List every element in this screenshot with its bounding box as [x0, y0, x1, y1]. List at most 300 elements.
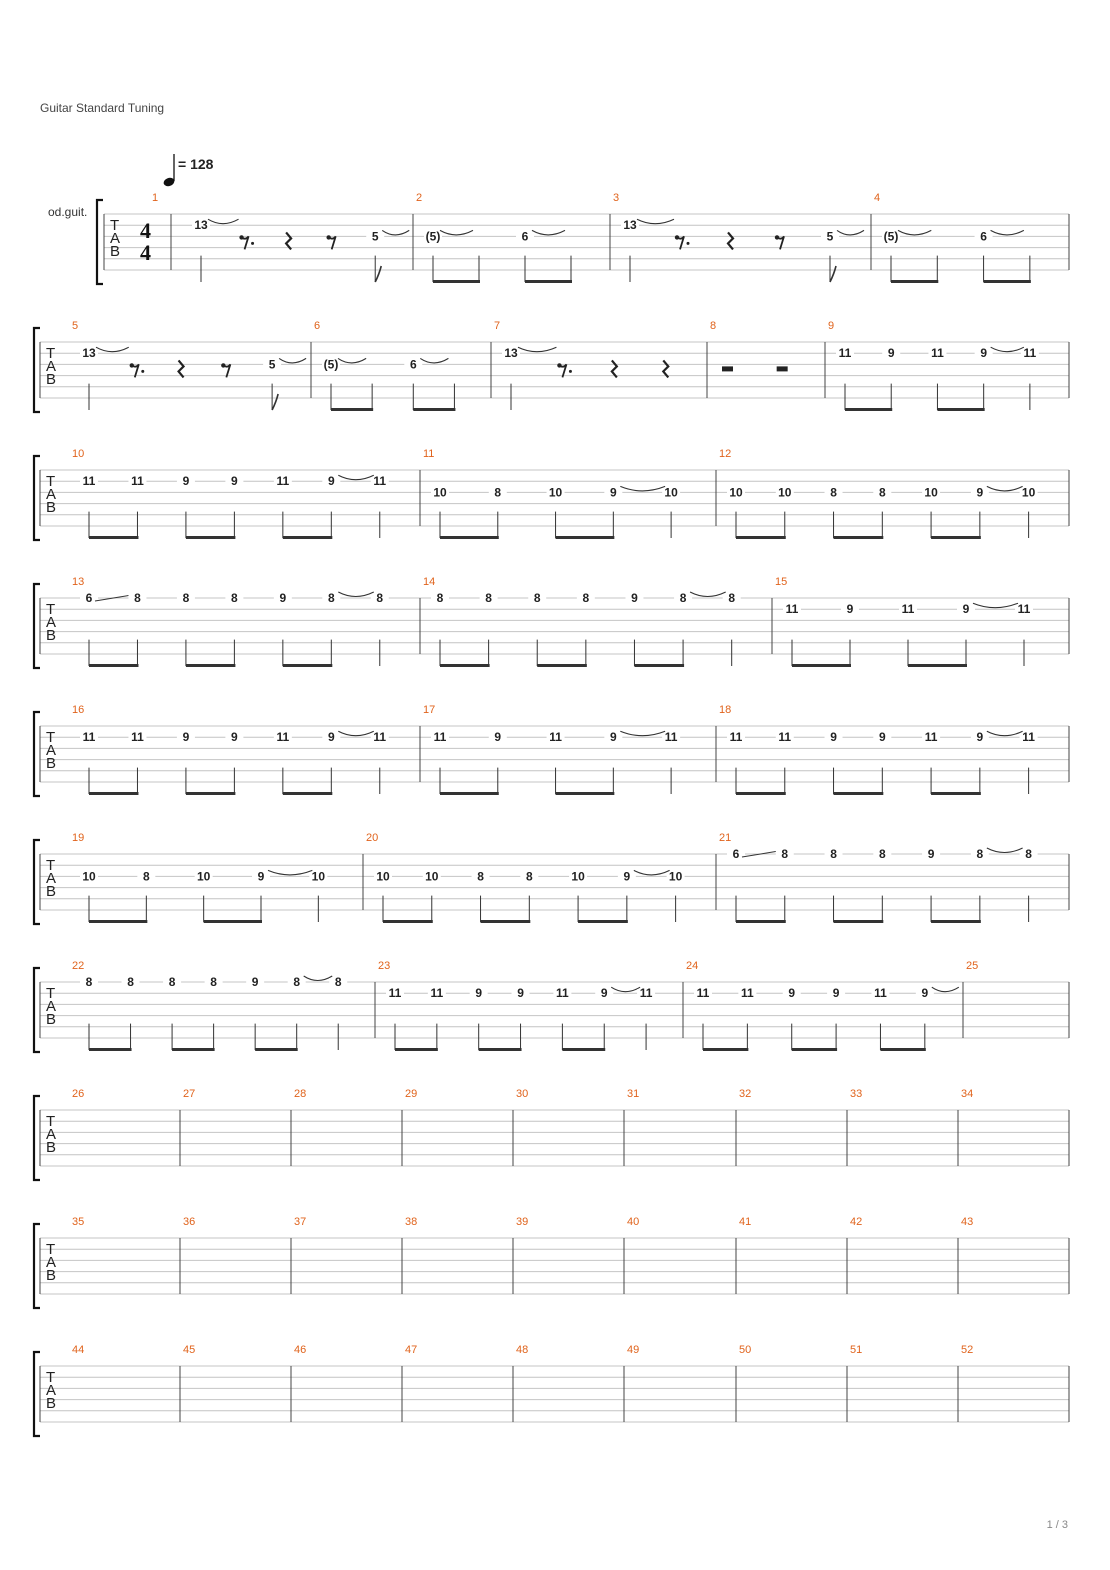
fret-number: 8 — [679, 591, 687, 605]
note-beam — [537, 664, 587, 667]
fret-number: 9 — [257, 869, 265, 884]
measure-number: 38 — [405, 1216, 418, 1228]
system-bracket — [34, 328, 40, 412]
tab-system — [34, 1344, 1069, 1436]
fret-number: 10 — [571, 869, 585, 884]
measure-number: 20 — [366, 832, 379, 844]
measure-number: 45 — [183, 1344, 196, 1356]
tie-arc — [637, 219, 674, 224]
note-beam — [172, 1048, 215, 1051]
fret-number: 11 — [82, 730, 96, 745]
measure-number: 4 — [874, 192, 881, 204]
tab-clef-letter: T — [46, 1369, 56, 1386]
note-beam — [562, 1048, 605, 1051]
tab-system — [97, 192, 1069, 284]
fret-number: 11 — [778, 730, 792, 745]
fret-number: 8 — [878, 847, 886, 861]
tab-clef-letter: T — [46, 1113, 56, 1130]
fret-number: 8 — [485, 591, 492, 605]
system-bracket — [34, 1096, 40, 1180]
note-beam — [89, 1048, 132, 1051]
tab-system — [34, 320, 1069, 412]
fret-number: (5) — [883, 229, 899, 244]
note-beam — [89, 536, 138, 539]
fret-number: 8 — [878, 485, 886, 500]
fret-number: 10 — [668, 869, 683, 884]
fret-number: 11 — [741, 986, 754, 1001]
measure-number: 9 — [828, 320, 835, 332]
fret-number: 9 — [494, 730, 502, 745]
quarter-rest — [728, 232, 733, 249]
fret-number: 8 — [376, 591, 384, 605]
rest-augmentation-dot — [251, 242, 254, 245]
fret-number: 11 — [696, 986, 710, 1001]
fret-number: 9 — [976, 485, 984, 500]
measure-number: 7 — [494, 320, 501, 332]
tie-arc — [973, 603, 1018, 608]
tab-clef-letter: B — [46, 1011, 57, 1028]
fret-number: 9 — [231, 730, 238, 745]
measure-number: 16 — [72, 704, 85, 716]
fret-number: 10 — [778, 485, 792, 500]
tab-clef-letter: B — [110, 243, 121, 260]
fret-number: 8 — [182, 591, 190, 605]
note-flag — [375, 266, 381, 282]
fret-number: 8 — [582, 591, 590, 605]
fret-number: 9 — [609, 730, 617, 745]
measure-number: 18 — [719, 704, 732, 716]
tie-arc — [987, 848, 1023, 853]
note-beam — [736, 792, 786, 795]
fret-number: 11 — [729, 730, 743, 745]
tie-arc — [440, 230, 473, 235]
tab-clef-letter: B — [46, 755, 57, 772]
fret-number: 8 — [210, 975, 217, 989]
tie-arc — [532, 230, 565, 235]
fret-number: 8 — [976, 847, 984, 861]
note-beam — [736, 536, 786, 539]
fret-number: 8 — [1025, 847, 1032, 861]
fret-number: 9 — [962, 602, 970, 617]
fret-number: 8 — [494, 485, 502, 500]
fret-number: 9 — [609, 485, 617, 500]
measure-number: 36 — [183, 1216, 196, 1228]
note-beam — [931, 536, 981, 539]
eighth-rest-dot — [557, 363, 561, 367]
fret-number: 10 — [1021, 485, 1036, 500]
fret-number: 11 — [82, 474, 96, 489]
measure-number: 41 — [739, 1216, 752, 1228]
fret-number: 8 — [293, 975, 301, 989]
measure-number: 15 — [775, 576, 788, 588]
tab-system — [34, 1088, 1069, 1180]
tab-clef-letter: A — [110, 230, 121, 247]
note-beam — [931, 920, 981, 923]
fret-number: 11 — [430, 986, 444, 1001]
tie-arc — [208, 219, 239, 224]
tie-arc — [690, 592, 726, 597]
fret-number: 9 — [887, 346, 895, 361]
measure-number: 21 — [719, 832, 732, 844]
fret-number: 11 — [433, 730, 447, 745]
measure-number: 19 — [72, 832, 85, 844]
fret-number: 10 — [729, 485, 743, 500]
note-beam — [834, 792, 884, 795]
fret-number: 9 — [980, 346, 988, 361]
fret-number: 13 — [623, 218, 637, 233]
measure-number: 46 — [294, 1344, 307, 1356]
measure-number: 13 — [72, 576, 85, 588]
measure-number: 37 — [294, 1216, 307, 1228]
note-beam — [556, 536, 615, 539]
rest-augmentation-dot — [569, 370, 572, 373]
fret-number: 9 — [251, 975, 259, 989]
note-beam — [283, 792, 332, 795]
note-beam — [931, 792, 981, 795]
measure-number: 35 — [72, 1216, 85, 1228]
fret-number: (5) — [323, 357, 339, 372]
rest-augmentation-dot — [687, 242, 690, 245]
system-bracket — [34, 1352, 40, 1436]
quarter-rest — [179, 360, 184, 377]
measure-number: 3 — [613, 192, 620, 204]
fret-number: 5 — [371, 229, 379, 244]
tab-clef-letter: T — [110, 217, 120, 234]
fret-number: 10 — [196, 869, 211, 884]
fret-number: 11 — [639, 986, 653, 1001]
note-beam — [834, 536, 884, 539]
tab-clef-letter: T — [46, 985, 56, 1002]
note-beam — [186, 536, 235, 539]
tie-arc — [634, 870, 670, 875]
measure-number: 34 — [961, 1088, 974, 1100]
note-beam — [984, 280, 1031, 283]
eighth-rest-dot — [675, 235, 679, 239]
fret-number: 8 — [436, 591, 444, 605]
fret-number: 11 — [931, 346, 944, 361]
system-bracket — [34, 840, 40, 924]
fret-number: 10 — [311, 869, 326, 884]
fret-number: 11 — [901, 602, 915, 617]
note-beam — [525, 280, 572, 283]
fret-number: 13 — [504, 346, 518, 361]
note-beam — [703, 1048, 748, 1051]
tab-clef-letter: T — [46, 857, 56, 874]
fret-number: 5 — [826, 229, 834, 244]
instrument-label: od.guit. — [48, 205, 88, 219]
fret-number: 9 — [832, 986, 840, 1001]
system-bracket — [34, 1224, 40, 1308]
fret-number: 9 — [182, 474, 190, 489]
fret-number: 8 — [127, 975, 134, 989]
eighth-rest-dot — [221, 363, 225, 367]
tab-clef-letter: A — [46, 1254, 57, 1271]
fret-number: 9 — [623, 869, 631, 884]
fret-number: 8 — [830, 847, 837, 861]
fret-number: 11 — [838, 346, 852, 361]
eighth-rest-dot — [326, 235, 330, 239]
tie-arc — [991, 230, 1024, 235]
fret-number: 8 — [525, 869, 533, 884]
system-bracket — [97, 200, 103, 284]
tie-arc — [338, 358, 366, 363]
fret-number: 9 — [182, 730, 190, 745]
note-beam — [255, 1048, 298, 1051]
tie-arc — [987, 731, 1023, 736]
tie-arc — [620, 486, 665, 491]
note-beam — [556, 792, 615, 795]
fret-number: 11 — [388, 986, 402, 1001]
tie-arc — [611, 987, 640, 992]
note-beam — [186, 792, 235, 795]
measure-number: 29 — [405, 1088, 418, 1100]
fret-number: 9 — [631, 591, 638, 605]
fret-number: 8 — [85, 975, 93, 989]
measure-number: 28 — [294, 1088, 307, 1100]
measure-number: 32 — [739, 1088, 752, 1100]
tab-system — [34, 448, 1069, 540]
note-beam — [186, 664, 235, 667]
tab-clef-letter: B — [46, 627, 57, 644]
measure-number: 2 — [416, 192, 423, 204]
fret-number: 8 — [231, 591, 238, 605]
fret-number: 10 — [425, 869, 439, 884]
tuning-label: Guitar Standard Tuning — [40, 101, 165, 115]
fret-number: 11 — [276, 730, 290, 745]
note-beam — [440, 792, 499, 795]
fret-number: 10 — [548, 485, 563, 500]
fret-number: 9 — [327, 474, 335, 489]
page-number: 1 / 3 — [1046, 1519, 1068, 1531]
tie-arc — [279, 358, 306, 363]
tie-arc — [620, 731, 665, 736]
tab-clef-letter: T — [46, 473, 56, 490]
fret-number: 10 — [664, 485, 678, 500]
quarter-rest — [663, 360, 668, 377]
note-beam — [845, 408, 892, 411]
note-beam — [880, 1048, 925, 1051]
measure-number: 11 — [423, 448, 435, 460]
fret-number: 11 — [131, 730, 144, 745]
tab-clef-letter: A — [46, 1126, 57, 1143]
tie-arc — [338, 731, 373, 736]
fret-number: 10 — [924, 485, 938, 500]
tie-arc — [338, 592, 373, 597]
tab-system — [34, 704, 1069, 796]
note-beam — [395, 1048, 438, 1051]
measure-number: 51 — [850, 1344, 863, 1356]
fret-number: 11 — [373, 730, 387, 745]
measure-number: 43 — [961, 1216, 974, 1228]
measure-number: 26 — [72, 1088, 85, 1100]
fret-number: 11 — [556, 986, 569, 1001]
quarter-rest — [612, 360, 617, 377]
measure-number: 10 — [72, 448, 85, 460]
time-signature-denominator: 4 — [140, 240, 151, 265]
fret-number: 13 — [194, 218, 208, 233]
tab-system — [34, 1216, 1069, 1308]
measure-number: 47 — [405, 1344, 418, 1356]
fret-number: 9 — [788, 986, 796, 1001]
tab-clef-letter: A — [46, 742, 57, 759]
tab-clef-letter: B — [46, 1139, 57, 1156]
eighth-rest-dot — [775, 235, 779, 239]
note-beam — [736, 920, 786, 923]
fret-number: 9 — [475, 986, 483, 1001]
fret-number: 11 — [1017, 602, 1031, 617]
note-beam — [481, 920, 531, 923]
note-beam — [413, 408, 455, 411]
fret-number: 6 — [732, 847, 740, 861]
note-beam — [383, 920, 433, 923]
fret-number: 6 — [85, 591, 93, 605]
quarter-rest — [286, 232, 291, 249]
measure-number: 27 — [183, 1088, 196, 1100]
tie-arc — [420, 358, 448, 363]
note-beam — [792, 1048, 837, 1051]
measure-number: 25 — [966, 960, 979, 972]
note-beam — [89, 664, 138, 667]
measure-number: 30 — [516, 1088, 529, 1100]
tab-system — [34, 832, 1069, 924]
fret-number: 9 — [279, 591, 287, 605]
fret-number: 11 — [664, 730, 678, 745]
note-beam — [937, 408, 984, 411]
note-beam — [89, 920, 147, 923]
fret-number: 9 — [927, 847, 935, 861]
note-beam — [331, 408, 373, 411]
fret-number: 10 — [82, 869, 96, 884]
fret-number: 6 — [409, 357, 417, 372]
note-flag — [830, 266, 836, 282]
measure-number: 31 — [627, 1088, 640, 1100]
tie-arc — [382, 230, 409, 235]
fret-number: 8 — [728, 591, 736, 605]
fret-number: (5) — [425, 229, 441, 244]
eighth-rest-dot — [239, 235, 243, 239]
tab-clef-letter: A — [46, 358, 57, 375]
note-beam — [283, 536, 332, 539]
tab-clef-letter: A — [46, 1382, 57, 1399]
fret-number: 10 — [376, 869, 390, 884]
fret-number: 9 — [517, 986, 524, 1001]
measure-number: 48 — [516, 1344, 529, 1356]
measure-number: 40 — [627, 1216, 640, 1228]
fret-number: 9 — [878, 730, 886, 745]
note-beam — [283, 664, 332, 667]
note-beam — [433, 280, 480, 283]
tie-arc — [932, 987, 959, 992]
eighth-rest-dot — [130, 363, 134, 367]
fret-number: 11 — [924, 730, 938, 745]
measure-number: 52 — [961, 1344, 974, 1356]
note-beam — [908, 664, 967, 667]
note-beam — [792, 664, 851, 667]
note-beam — [479, 1048, 522, 1051]
fret-number: 5 — [268, 357, 276, 372]
note-beam — [578, 920, 628, 923]
fret-number: 11 — [373, 474, 387, 489]
fret-number: 9 — [921, 986, 929, 1001]
measure-number: 12 — [719, 448, 732, 460]
fret-number: 11 — [549, 730, 562, 745]
fret-number: 9 — [830, 730, 837, 745]
measure-number: 44 — [72, 1344, 85, 1356]
tab-clef-letter: B — [46, 1267, 57, 1284]
fret-number: 9 — [976, 730, 984, 745]
fret-number: 11 — [785, 602, 799, 617]
tab-clef-letter: B — [46, 371, 57, 388]
measure-number: 33 — [850, 1088, 863, 1100]
tab-clef-letter: T — [46, 1241, 56, 1258]
tab-clef-letter: T — [46, 601, 56, 618]
fret-number: 11 — [131, 474, 144, 489]
measure-number: 8 — [710, 320, 717, 332]
measure-number: 49 — [627, 1344, 640, 1356]
tie-arc — [991, 347, 1024, 352]
system-bracket — [34, 712, 40, 796]
fret-number: 6 — [980, 229, 987, 244]
measure-number: 6 — [314, 320, 321, 332]
tab-clef-letter: B — [46, 883, 57, 900]
measure-number: 24 — [686, 960, 699, 972]
tab-system — [34, 960, 1069, 1052]
measure-number: 1 — [152, 192, 159, 204]
tab-clef-letter: A — [46, 998, 57, 1015]
tab-system — [34, 576, 1069, 668]
measure-number: 42 — [850, 1216, 863, 1228]
note-flag — [272, 394, 278, 410]
tie-arc — [518, 347, 556, 352]
system-bracket — [34, 968, 40, 1052]
measure-number: 5 — [72, 320, 79, 332]
tab-clef-letter: T — [46, 345, 56, 362]
fret-number: 8 — [830, 485, 837, 500]
tab-clef-letter: A — [46, 614, 57, 631]
measure-number: 22 — [72, 960, 85, 972]
measure-number: 23 — [378, 960, 391, 972]
tie-arc — [987, 486, 1023, 491]
half-rest — [722, 366, 733, 371]
fret-number: 9 — [231, 474, 238, 489]
fret-number: 11 — [874, 986, 887, 1001]
note-beam — [634, 664, 684, 667]
fret-number: 10 — [433, 485, 447, 500]
tie-arc — [898, 230, 931, 235]
fret-number: 11 — [1023, 346, 1037, 361]
time-signature-numerator: 4 — [140, 218, 151, 243]
measure-number: 14 — [423, 576, 436, 588]
fret-number: 8 — [134, 591, 141, 605]
tie-arc — [304, 976, 333, 981]
tab-clef-letter: T — [46, 729, 56, 746]
fret-number: 8 — [477, 869, 484, 884]
fret-number: 9 — [327, 730, 335, 745]
fret-number: 8 — [142, 869, 150, 884]
tempo-value: = 128 — [178, 156, 214, 172]
fret-number: 8 — [334, 975, 342, 989]
half-rest — [777, 366, 788, 371]
measure-number: 39 — [516, 1216, 529, 1228]
note-beam — [440, 664, 490, 667]
tab-clef-letter: A — [46, 486, 57, 503]
tie-arc — [338, 475, 373, 480]
note-beam — [834, 920, 884, 923]
note-beam — [204, 920, 262, 923]
system-bracket — [34, 456, 40, 540]
system-bracket — [34, 584, 40, 668]
rest-augmentation-dot — [141, 370, 144, 373]
